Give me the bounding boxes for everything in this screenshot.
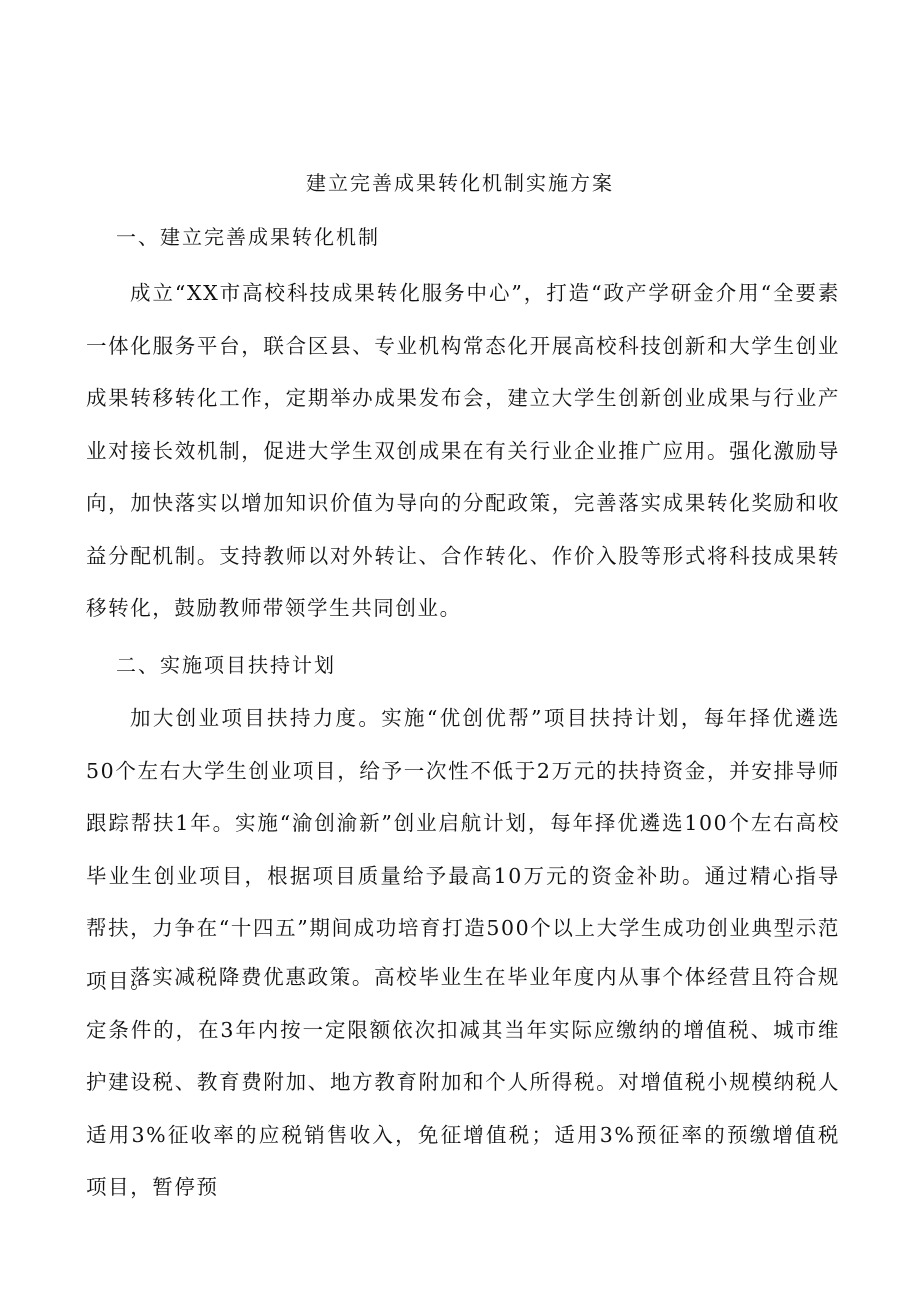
section-2-paragraph-2: 落实减税降费优惠政策。高校毕业生在毕业年度内从事个体经营且符合规定条件的，在3年内按一定限额依次扣减其当年实际应缴纳的增值税、城市维护建设税、教育费附加、地方教育附加和个人所得税。对增值税小规模纳税人适用3%征收率的应税销售收入，免征增值税；适用3%预征率的预缴增值税项目，暂停预 xyxy=(86,965,840,1199)
document-title: 建立完善成果转化机制实施方案 xyxy=(306,171,614,195)
section-1-paragraph-1: 成立“XX市高校科技成果转化服务中心”，打造“政产学研金介用“全要素一体化服务平台，联合区县、专业机构常态化开展高校科技创新和大学生创业成果转移转化工作，定期举办成果发布会，建立大学生创新创业成果与行业产业对接长效机制，促进大学生双创成果在有关行业企业推广应用。强化激励导向，加快落实以增加知识价值为导向的分配政策，完善落实成果转化奖励和收益分配机制。支持教师以对外转让、合作转化、作价入股等形式将科技成果转移转化，鼓励教师带领学生共同创业。 xyxy=(86,281,840,620)
section-2-paragraph-1: 加大创业项目扶持力度。实施“优创优帮”项目扶持计划，每年择优遴选50个左右大学生创业项目，给予一次性不低于2万元的扶持资金，并安排导师跟踪帮扶1年。实施“渝创渝新”创业启航计划，每年择优遴选100个左右高校毕业生创业项目，根据项目质量给予最高10万元的资金补助。通过精心指导帮扶，力争在“十四五”期间成功培育打造500个以上大学生成功创业典型示范项目。 xyxy=(86,706,840,993)
section-heading-2: 二、实施项目扶持计划 xyxy=(116,653,336,677)
section-heading-1: 一、建立完善成果转化机制 xyxy=(116,225,380,249)
